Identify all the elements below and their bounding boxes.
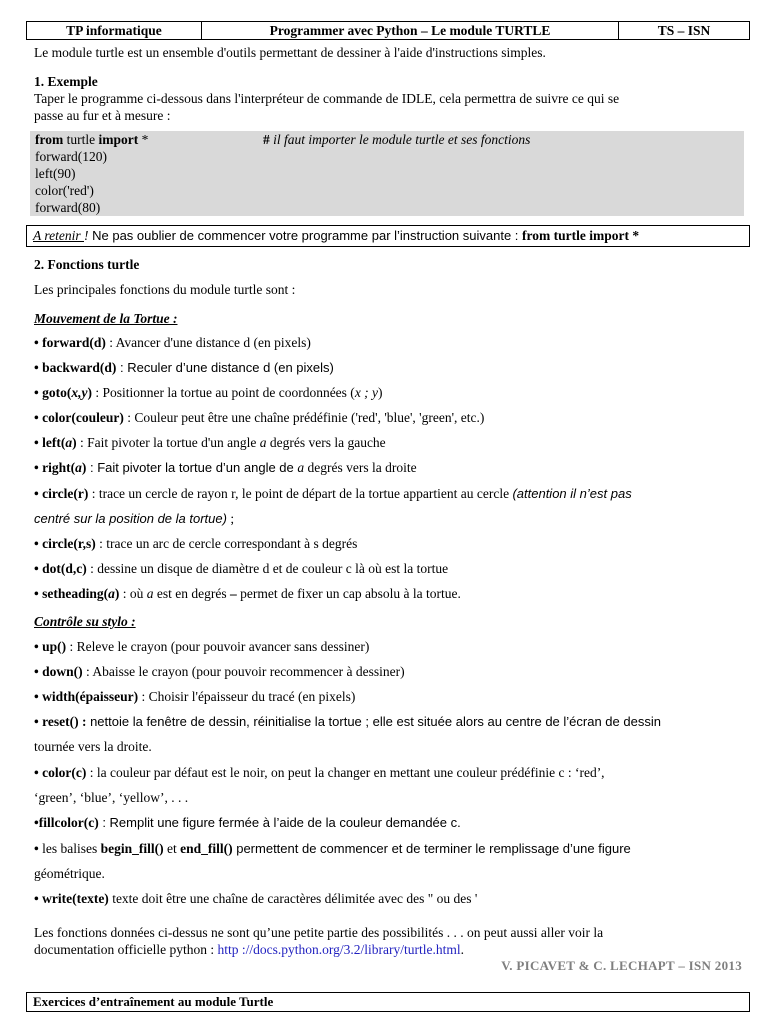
list-item-left: • left(a) : Fait pivoter la tortue d'un angle a degrés vers la gauche: [34, 435, 386, 450]
list-item-circle-rs: • circle(r,s) : trace un arc de cercle correspondant à s degrés: [34, 536, 358, 551]
remember-code: from turtle import *: [522, 228, 640, 243]
function-desc: : Fait pivoter la tortue d'un angle: [76, 435, 260, 450]
remember-label: A retenir: [33, 228, 84, 243]
function-desc: : Releve le crayon (pour pouvoir avancer sans dessiner): [66, 639, 370, 654]
function-desc: : dessine un disque de diamètre d et de couleur c là où est la tortue: [86, 561, 449, 576]
function-name: left(: [42, 435, 66, 450]
code-comment: [263, 131, 530, 148]
code-line: forward(120): [35, 149, 107, 164]
function-desc: : Positionner la tortue au point de coordonnées (: [91, 385, 355, 400]
function-name: circle(r,s): [42, 536, 96, 551]
function-desc: : Reculer d’une distance d (en pixels): [116, 360, 334, 375]
header-title: Programmer avec Python – Le module TURTLE: [202, 22, 619, 40]
list-item-reset: • reset() : nettoie la fenêtre de dessin, réinitialise la tortue ; elle est située alors au centre de l’écran de dessin: [34, 714, 661, 729]
list-item-width: • width(épaisseur) : Choisir l'épaisseur du tracé (en pixels): [34, 689, 356, 704]
list-item-fill-tags: • les balises begin_fill() et end_fill() permettent de commencer et de terminer le remplissage d’une figure: [34, 841, 631, 856]
list-item-color-c-cont: ‘green’, ‘blue’, ‘yellow’, . . .: [34, 790, 189, 805]
function-name: circle(r): [42, 486, 89, 501]
list-item-write: • write(texte) texte doit être une chaîne de caractères délimitée avec des " ou des ': [34, 891, 478, 906]
function-desc: : Couleur peut être une chaîne prédéfinie ('red', 'blue', 'green', etc.): [123, 410, 485, 425]
function-desc: texte doit être une chaîne de caractères délimitée avec des " ou des ': [108, 891, 478, 906]
function-desc: : trace un arc de cercle correspondant à s degrés: [95, 536, 358, 551]
comment-hash: #: [263, 132, 274, 147]
docs-link[interactable]: http ://docs.python.org/3.2/library/turtle.html: [217, 942, 461, 957]
list-item-circle: • circle(r) : trace un cercle de rayon r, le point de départ de la tortue appartient au cercle (attention il n’est pas: [34, 486, 632, 501]
function-name: setheading(: [42, 586, 109, 601]
closing-line-2: documentation officielle python : http ://docs.python.org/3.2/library/turtle.html.: [34, 942, 464, 957]
list-item-circle-cont: centré sur la position de la tortue) ;: [34, 511, 235, 526]
subheading-pen: [34, 613, 744, 630]
function-note: (attention il n’est pas: [512, 486, 632, 501]
remember-excl: !: [84, 228, 89, 243]
remember-box: [26, 225, 750, 247]
function-name: dot(d,c): [42, 561, 87, 576]
list-item-down: • down() : Abaisse le crayon (pour pouvoir recommencer à dessiner): [34, 664, 405, 679]
header-course: TP informatique: [27, 22, 202, 40]
function-desc: : Remplit une figure fermée à l’aide de la couleur demandée c.: [98, 815, 461, 830]
section2-intro: Les principales fonctions du module turtle sont :: [34, 282, 296, 297]
function-name: end_fill(): [180, 841, 233, 856]
function-desc: : Fait pivoter la tortue d’un angle de: [86, 460, 298, 475]
list-item-fill-tags-cont: géométrique.: [34, 866, 105, 881]
list-item-reset-cont: tournée vers la droite.: [34, 739, 152, 754]
function-name: color(couleur): [42, 410, 124, 425]
list-item-color-c: • color(c) : la couleur par défaut est le noir, on peut la changer en mettant une couleur prédéfinie c : ‘red’,: [34, 765, 605, 780]
function-desc: : Abaisse le crayon (pour pouvoir recommencer à dessiner): [82, 664, 405, 679]
keyword-from: from: [35, 132, 64, 147]
list-item-color: • color(couleur) : Couleur peut être une chaîne prédéfinie ('red', 'blue', 'green', etc.): [34, 410, 485, 425]
subheading-movement: [34, 310, 744, 327]
list-item-right: • right(a) : Fait pivoter la tortue d’un angle de a degrés vers la droite: [34, 460, 417, 475]
code-line: left(90): [35, 166, 76, 181]
comment-text: il faut importer le module turtle et ses fonctions: [273, 132, 531, 147]
exercises-title: Exercices d’entraînement au module Turtle: [33, 994, 274, 1009]
function-desc: : trace un cercle de rayon r, le point de départ de la tortue appartient au cercle: [88, 486, 513, 501]
subheading-movement-label: Mouvement de la Tortue :: [34, 311, 178, 326]
code-block: [30, 131, 744, 216]
footer-authors: V. PICAVET & C. LECHAPT – ISN 2013: [501, 958, 742, 973]
list-item-fillcolor: •fillcolor(c) : Remplit une figure fermée à l’aide de la couleur demandée c.: [34, 815, 461, 830]
section2-title: 2. Fonctions turtle: [34, 257, 140, 272]
function-name: write(texte): [42, 891, 109, 906]
list-item-forward: • forward(d) : Avancer d'une distance d (en pixels): [34, 335, 311, 350]
function-desc: : Choisir l'épaisseur du tracé (en pixels): [138, 689, 356, 704]
function-name: up(): [42, 639, 67, 654]
function-desc: permettent de commencer et de terminer le remplissage d’une figure: [232, 841, 631, 856]
function-note: centré sur la position de la tortue): [34, 511, 227, 526]
function-name: color(c): [42, 765, 87, 780]
code-line: forward(80): [35, 200, 101, 215]
header-table: [26, 21, 750, 40]
keyword-import: import: [98, 132, 139, 147]
import-star: *: [138, 132, 149, 147]
list-item-up: • up() : Releve le crayon (pour pouvoir avancer sans dessiner): [34, 639, 370, 654]
list-item-goto: • goto(x,y) : Positionner la tortue au point de coordonnées (x ; y): [34, 385, 383, 400]
function-name: right(: [42, 460, 76, 475]
function-desc: nettoie la fenêtre de dessin, réinitialise la tortue ; elle est située alors au centre de l’écran de dessin: [86, 714, 661, 729]
function-desc: : Avancer d'une distance d (en pixels): [105, 335, 311, 350]
exercises-title-box: [26, 992, 750, 1012]
function-arg: x,y: [71, 385, 88, 400]
section1-title: 1. Exemple: [34, 74, 98, 89]
function-desc: : où: [119, 586, 147, 601]
function-name: down(): [42, 664, 83, 679]
function-desc: : la couleur par défaut est le noir, on peut la changer en mettant une couleur prédéfinie c : ‘red’,: [86, 765, 605, 780]
list-item-dot: • dot(d,c) : dessine un disque de diamètre d et de couleur c là où est la tortue: [34, 561, 449, 576]
list-item-setheading: • setheading(a) : où a est en degrés – permet de fixer un cap absolu à la tortue.: [34, 586, 461, 601]
function-name: backward(d): [42, 360, 117, 375]
section1-text-2: passe au fur et à mesure :: [34, 108, 171, 123]
function-name: width(épaisseur): [42, 689, 139, 704]
header-class: TS – ISN: [619, 22, 750, 40]
subheading-pen-label: Contrôle su stylo :: [34, 614, 136, 629]
function-name: reset() :: [42, 714, 87, 729]
module-name: turtle: [63, 132, 99, 147]
function-name: forward(d): [42, 335, 106, 350]
list-item-backward: • backward(d) : Reculer d’une distance d (en pixels): [34, 360, 334, 375]
intro-text: Le module turtle est un ensemble d'outils permettant de dessiner à l'aide d'instructions simples.: [34, 45, 546, 60]
remember-text: Ne pas oublier de commencer votre programme par l’instruction suivante :: [88, 228, 523, 243]
code-line: color('red'): [35, 183, 94, 198]
closing-line-1: Les fonctions données ci-dessus ne sont qu’une petite partie des possibilités . . . on peut aussi aller voir la: [34, 925, 604, 940]
function-name: fillcolor(c): [38, 815, 99, 830]
function-name: begin_fill(): [100, 841, 164, 856]
code-line-import: [35, 131, 148, 148]
function-name: goto(: [42, 385, 72, 400]
section1-text-1: Taper le programme ci-dessous dans l'interpréteur de commande de IDLE, cela permettra de suivre ce qui se: [34, 91, 620, 106]
